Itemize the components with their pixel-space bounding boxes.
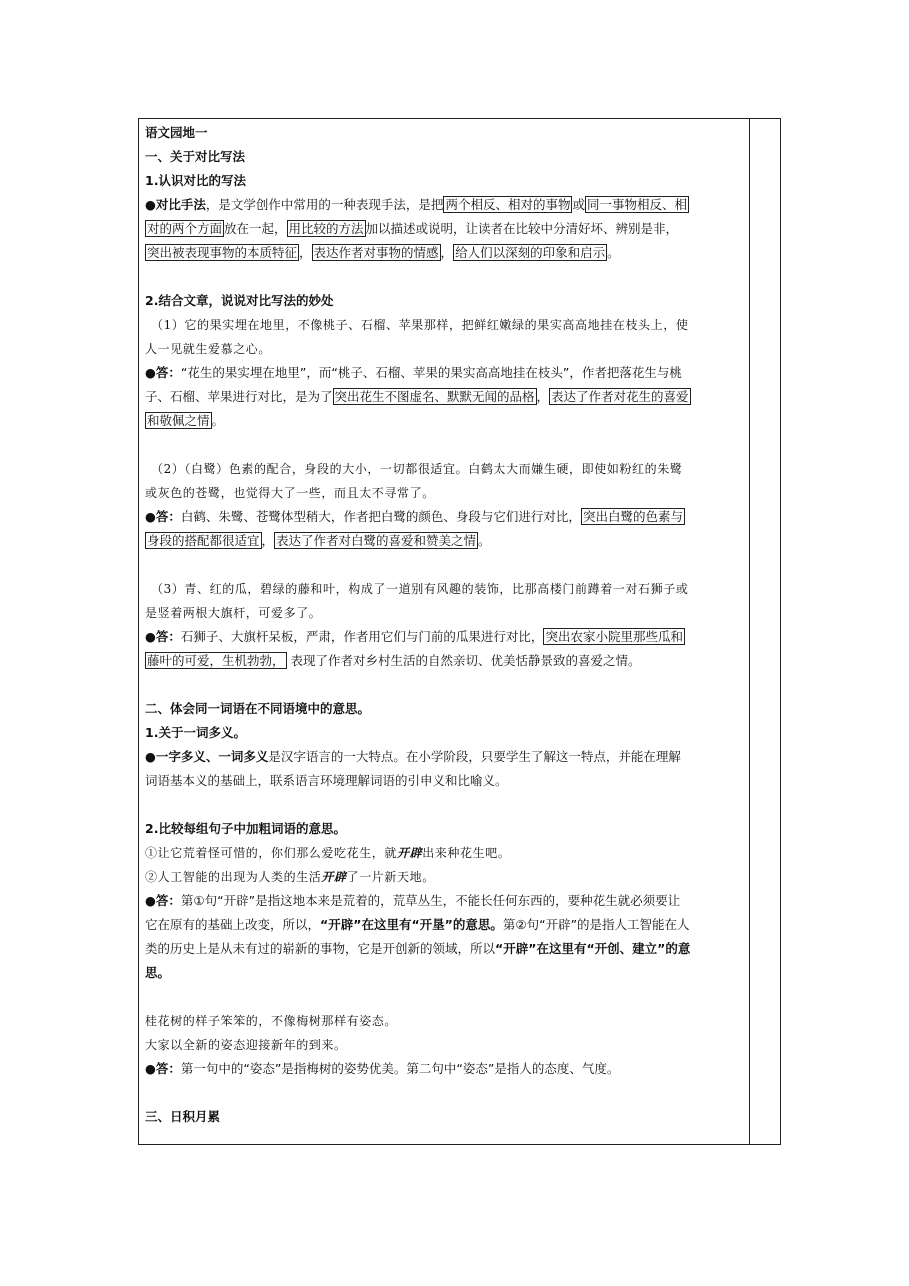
kaipi-answer-2: [145, 913, 743, 937]
polysemy-line-1: [145, 745, 743, 769]
example3-answer-2: [145, 649, 743, 673]
answer-label: ●答：: [145, 509, 181, 524]
answer-label: ●答：: [145, 893, 181, 908]
answer-label: ●答：: [145, 629, 181, 644]
zitai-answer: [145, 1057, 743, 1081]
definition-line-1: [145, 193, 743, 217]
section-title: 语文园地一: [145, 125, 208, 140]
text: ，: [299, 245, 312, 260]
text: 。: [607, 245, 620, 260]
part2-sub1: 1.关于一词多义。: [145, 725, 246, 740]
document-table: [138, 118, 781, 1145]
example2-quote-1: （2）（白鹭）色素的配合，身段的大小，一切都很适宜。白鹤太大而嫌生硬，即使如粉红的朱鹭: [151, 462, 683, 476]
example2-answer-1: [145, 505, 743, 529]
text: 它在原有的基础上改变，所以，: [145, 917, 321, 932]
answer-label: ●答：: [145, 1061, 181, 1076]
sentence-2: [145, 865, 743, 889]
boxed-text: 身段的搭配都很适宜: [147, 533, 260, 548]
text: 第一句中的“姿态”是指梅树的姿势优美。第二句中“姿态”是指人的态度、气度。: [180, 1061, 620, 1076]
zitai-sentence-1: 桂花树的样子笨笨的，不像梅树那样有姿态。: [145, 1014, 398, 1028]
text: 了一片新天地。: [346, 870, 435, 884]
text: ，: [261, 533, 275, 548]
boxed-text: 藤叶的可爱，生机勃勃，: [147, 653, 285, 668]
text: 放在一起，: [224, 221, 287, 236]
text: 或: [572, 197, 585, 212]
polysemy-term: ●一字多义、一词多义: [145, 749, 269, 764]
text: 白鹤、朱鹭、苍鹭体型稍大，作者把白鹭的颜色、身段与它们进行对比，: [180, 509, 581, 524]
text: 表现了作者对乡村生活的自然亲切、优美恬静景致的喜爱之情。: [286, 653, 641, 668]
definition-line-2: [145, 217, 743, 241]
zitai-sentence-2: 大家以全新的姿态迎接新年的到来。: [145, 1038, 347, 1052]
boxed-text: 对的两个方面: [147, 221, 223, 236]
kaipi-answer-4: 思。: [145, 965, 171, 980]
polysemy-line-2: 词语基本义的基础上，联系语言环境理解词语的引申义和比喻义。: [145, 773, 508, 788]
text: 是汉字语言的一大特点。在小学阶段，只要学生了解这一特点，并能在理解: [268, 749, 681, 764]
text: “花生的果实埋在地里”，而“桃子、石榴、苹果的果实高高地挂在枝头”，作者把落花生与桃: [180, 365, 682, 380]
text: ①让它荒着怪可惜的，你们那么爱吃花生，就: [145, 846, 398, 860]
text: ②人工智能的出现为人类的生活: [145, 870, 322, 884]
content-cell: [145, 121, 743, 1129]
example1-answer-2: [145, 385, 743, 409]
boxed-text: 突出农家小院里那些瓜和: [545, 629, 683, 644]
part2-heading: 二、体会同一词语在不同语境中的意思。: [145, 701, 371, 716]
text: 子、石榴、苹果进行对比，是为了: [145, 389, 333, 404]
part1-sub2: 2.结合文章，说说对比写法的妙处: [145, 293, 334, 308]
example2-quote-2: 或灰色的苍鹭，也觉得大了一些，而且太不寻常了。: [145, 486, 435, 500]
bold-word: 开辟: [397, 846, 423, 860]
text: 。: [478, 533, 491, 548]
text: ，是文学创作中常用的一种表现手法，是把: [205, 197, 444, 212]
kaipi-answer-3: [145, 937, 743, 961]
boxed-text: 用比较的方法: [288, 221, 364, 236]
boxed-text: 突出白鹭的色素与: [582, 509, 683, 524]
example1-quote-2: 人一见就生爱慕之心。: [145, 342, 272, 356]
example1-answer-3: [145, 409, 743, 433]
example1-answer-1: [145, 361, 743, 385]
boxed-text: 同一事物相反、相: [586, 197, 687, 212]
definition-line-3: [145, 241, 743, 265]
text: 加以描述或说明，让读者在比较中分清好坏、辨别是非，: [365, 221, 679, 236]
sentence-1: [145, 841, 743, 865]
part1-sub1: 1.认识对比的写法: [145, 173, 246, 188]
text: ，: [536, 389, 550, 404]
bold-word: 开辟: [321, 870, 347, 884]
text: 。: [211, 413, 225, 428]
part1-heading: 一、关于对比写法: [145, 149, 246, 164]
boxed-text: 表达作者对事物的情感: [313, 245, 439, 260]
example3-quote-1: （3）青、红的瓜，碧绿的藤和叶，构成了一道别有风趣的装饰，比那高楼门前蹲着一对石狮子或: [151, 582, 689, 596]
text: 第②句“开辟”的是指人工智能在人: [502, 917, 690, 932]
part3-heading: 三、日积月累: [145, 1109, 221, 1124]
text: 类的历史上是从未有过的崭新的事物，它是开创新的领域，所以: [145, 941, 496, 956]
part2-sub2: 2.比较每组句子中加粗词语的意思。: [145, 821, 346, 836]
example3-answer-1: [145, 625, 743, 649]
text: ，: [440, 245, 454, 260]
text: 第①句“开辟”是指这地本来是荒着的，荒草丛生，不能长任何东西的，要种花生就必须要让: [180, 893, 681, 908]
boxed-text: 两个相反、相对的事物: [445, 197, 571, 212]
kaipi-answer-1: [145, 889, 743, 913]
boxed-text: 和敬佩之情: [147, 413, 210, 428]
answer-label: ●答：: [145, 365, 181, 380]
boxed-text: 表达了作者对白鹭的喜爱和赞美之情: [276, 533, 477, 548]
text: 石狮子、大旗杆呆板，严肃，作者用它们与门前的瓜果进行对比，: [180, 629, 544, 644]
bold-text: “开辟”在这里有“开创、建立”的意: [495, 941, 691, 956]
text: 出来种花生吧。: [422, 846, 511, 860]
definition-term: ●对比手法: [145, 197, 206, 212]
bold-text: “开辟”在这里有“开垦”的意思。: [320, 917, 503, 932]
boxed-text: 表达了作者对花生的喜爱: [551, 389, 689, 404]
example3-quote-2: 是竖着两根大旗杆，可爱多了。: [145, 606, 322, 620]
column-divider: [749, 119, 750, 1144]
boxed-text: 突出被表现事物的本质特征: [147, 245, 298, 260]
boxed-text: 给人们以深刻的印象和启示: [455, 245, 606, 260]
example2-answer-2: [145, 529, 743, 553]
boxed-text: 突出花生不图虚名、默默无闻的品格: [334, 389, 535, 404]
example1-quote-1: （1）它的果实埋在地里，不像桃子、石榴、苹果那样，把鲜红嫩绿的果实高高地挂在枝头上，使: [151, 318, 689, 332]
